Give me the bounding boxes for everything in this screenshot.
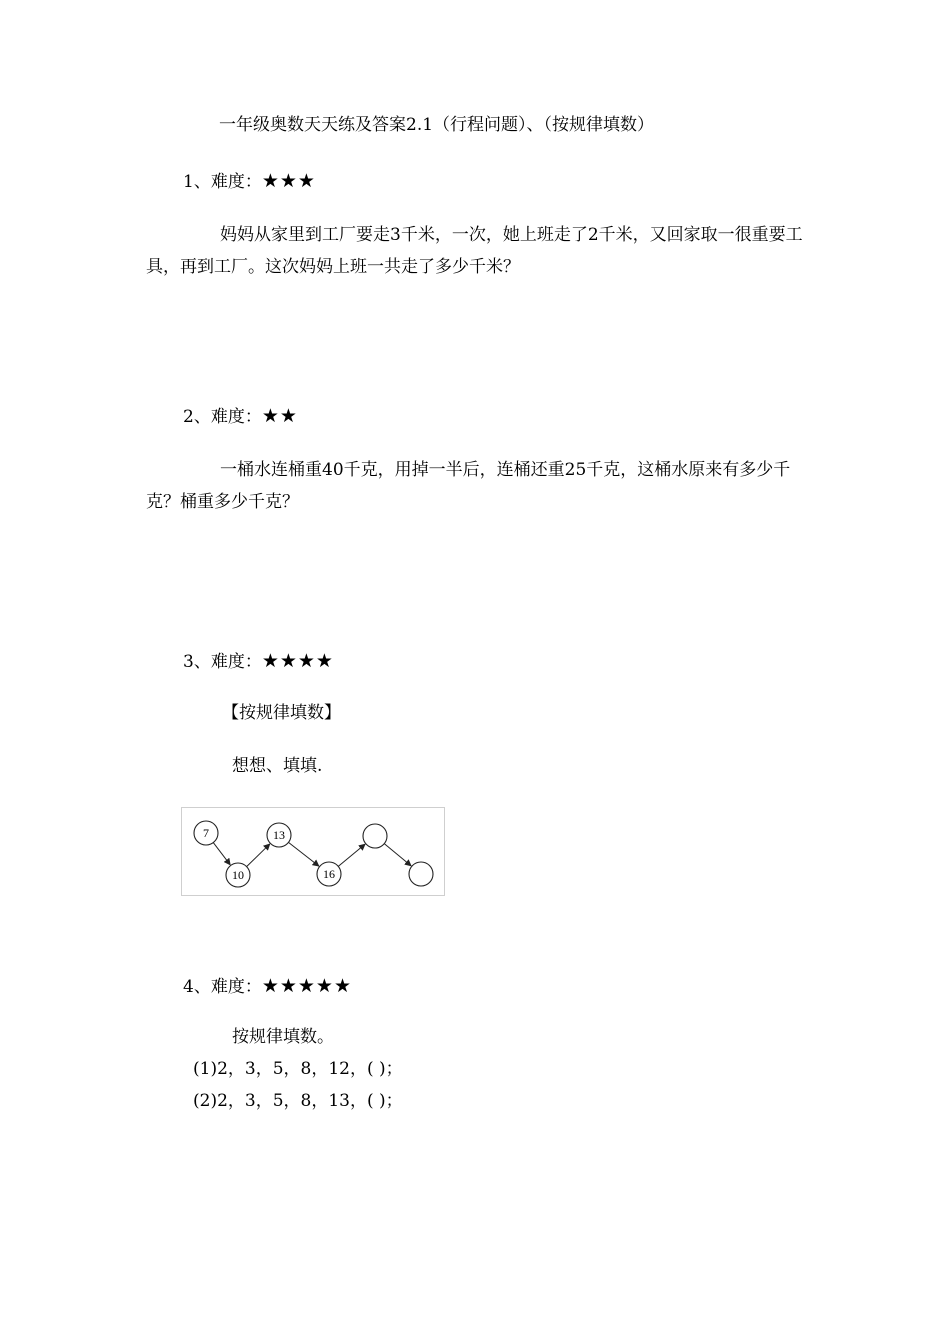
question-4-heading [183, 977, 352, 996]
question-1-heading [183, 172, 316, 191]
node-label-1: 7 [203, 826, 209, 840]
difficulty-label: 1、难度： [183, 172, 262, 192]
node-label-4: 16 [323, 867, 335, 881]
question-3-subtitle: 【按规律填数】 [222, 703, 341, 723]
question-3-heading [183, 652, 334, 671]
node-label-3: 13 [273, 828, 285, 842]
difficulty-label: 3、难度： [183, 652, 262, 672]
arrow-3 [288, 842, 318, 866]
node-circle-6 [409, 862, 433, 886]
arrow-1 [213, 843, 230, 865]
question-1-text: 妈妈从家里到工厂要走3千米，一次，她上班走了2千米，又回家取一很重要工具，再到工厂。这次妈妈上班一共走了多少千米？ [146, 225, 803, 277]
difficulty-stars: ★★★★★ [261, 975, 352, 997]
question-4-instruction: 按规律填数。 [232, 1027, 334, 1047]
arrow-4 [338, 844, 365, 866]
question-2-text: 一桶水连桶重40千克，用掉一半后，连桶还重25千克，这桶水原来有多少千克？桶重多少千克？ [146, 460, 791, 512]
number-pattern-diagram [181, 807, 445, 896]
difficulty-label: 4、难度： [183, 977, 262, 997]
page-title: 一年级奥数天天练及答案2.1（行程问题）、（按规律填数） [219, 115, 655, 135]
difficulty-stars: ★★★★ [261, 650, 334, 672]
question-3-instruction: 想想、填填. [232, 756, 323, 776]
arrow-5 [384, 844, 411, 866]
difficulty-stars: ★★ [261, 405, 298, 427]
node-circle-5 [363, 824, 387, 848]
sequence-item-1: (1)2，3，5，8，12，( )； [193, 1059, 403, 1079]
sequence-item-2: (2)2，3，5，8，13，( )； [193, 1091, 403, 1111]
difficulty-label: 2、难度： [183, 407, 262, 427]
node-label-2: 10 [232, 868, 244, 882]
difficulty-stars: ★★★ [261, 170, 316, 192]
question-2-heading [183, 407, 298, 426]
pattern-diagram-svg [182, 808, 446, 897]
arrow-2 [247, 844, 270, 867]
